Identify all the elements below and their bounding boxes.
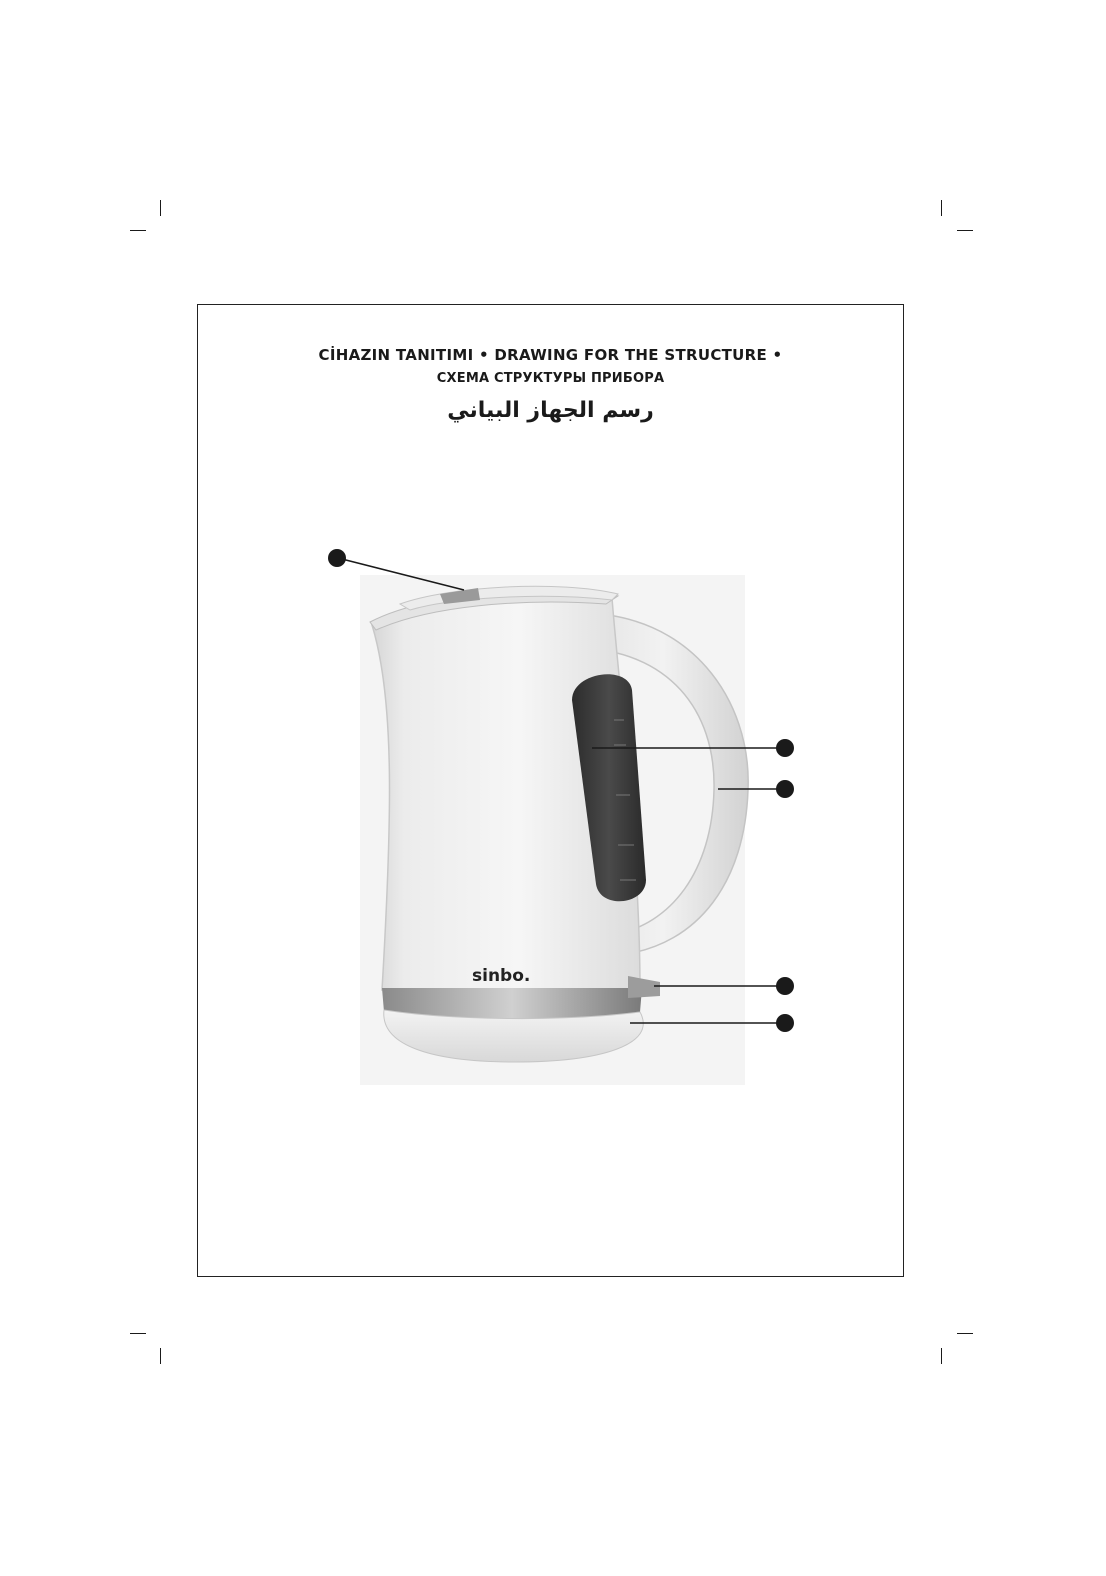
callout-dot-switch	[776, 977, 794, 995]
callout-dot-window	[776, 739, 794, 757]
callout-dot-handle	[776, 780, 794, 798]
title-turkish-english: CİHAZIN TANITIMI • DRAWING FOR THE STRUCTURE •	[318, 346, 783, 364]
callout-dot-base	[776, 1014, 794, 1032]
callout-dot-lid	[328, 549, 346, 567]
title-russian: СХЕМА СТРУКТУРЫ ПРИБОРА	[436, 371, 665, 386]
title-arabic: رسم الجهاز البياني	[447, 398, 654, 423]
brand-logo: sinbo.	[472, 966, 531, 986]
